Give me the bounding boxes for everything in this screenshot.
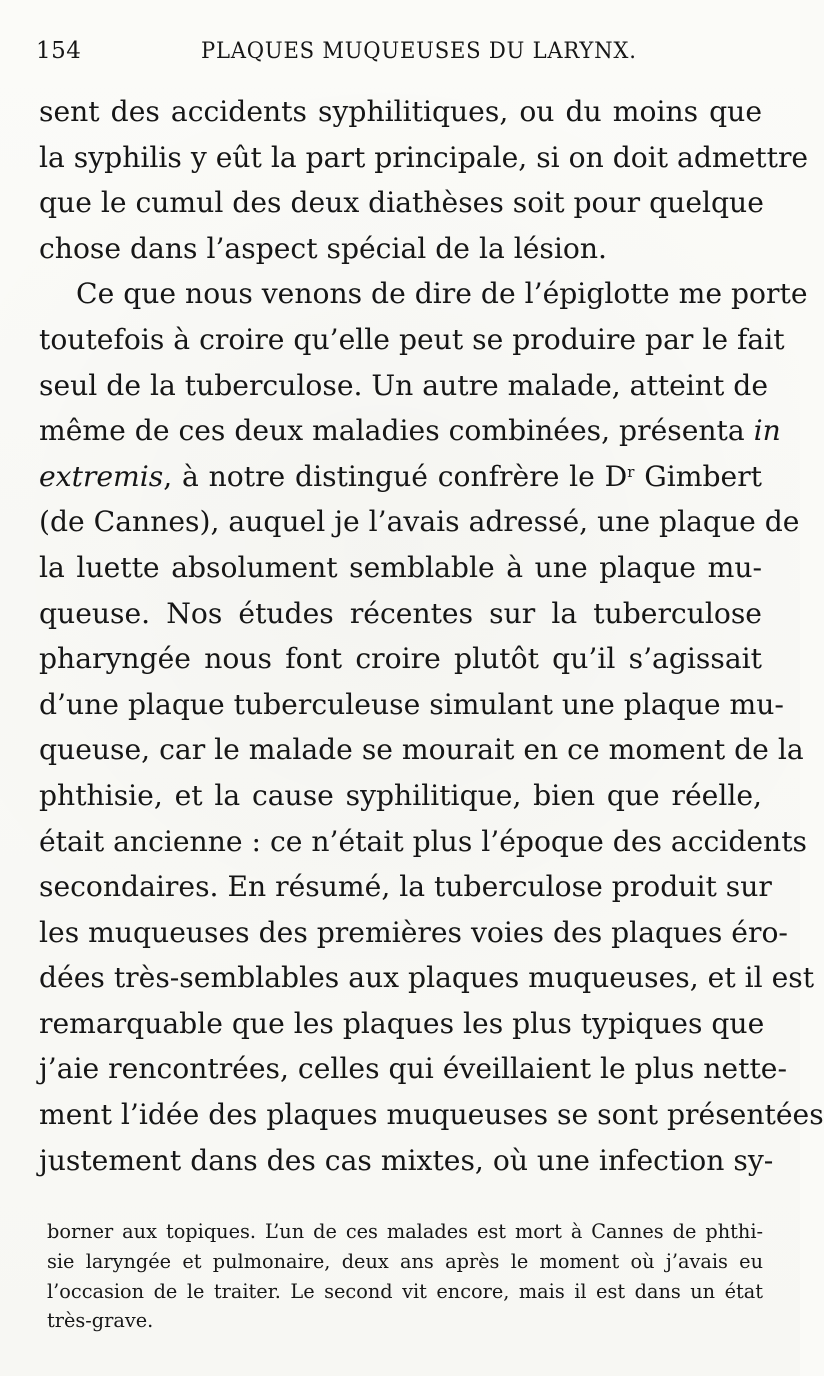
text-line-11: la luette absolument semblable à une plaque mu- [39,550,762,584]
doctor-abbrev-superscript: r [627,462,635,481]
text-line-21: remarquable que les plaques les plus typiques que [39,1006,765,1040]
page-number: 154 [36,38,82,64]
running-header [36,38,780,74]
footnote [47,1217,763,1336]
footnote-line-3: l’occasion de le traiter. Le second vit encore, mais il est dans un état [47,1279,763,1303]
footnote-line-2: sie laryngée et pulmonaire, deux ans après le moment où j’avais eu [47,1249,763,1273]
text-line-12: queuse. Nos études récentes sur la tuberculose [39,596,762,630]
text-line-7: seul de la tuberculose. Un autre malade, atteint de [39,368,769,402]
text-line-20: dées très-semblables aux plaques muqueuses, et il est [39,961,815,995]
text-line-14: d’une plaque tuberculeuse simulant une plaque mu- [39,687,784,721]
text-line-5: Ce que nous venons de dire de l’épiglotte me porte [76,277,808,311]
text-line-13: pharyngée nous font croire plutôt qu’il s’agissait [39,642,762,676]
text-line-9-end: Gimbert [634,459,762,493]
main-text [39,89,824,1183]
text-line-8 [39,408,781,454]
text-line-9-italic: extremis [39,459,164,493]
text-line-4: chose dans l’aspect spécial de la lésion. [39,231,607,265]
text-line-3: que le cumul des deux diathèses soit pour quelque [39,186,764,220]
text-line-23: ment l’idée des plaques muqueuses se sont présentées [39,1098,824,1132]
text-line-9-roman: , à notre distingué confrère le D [163,459,628,493]
text-line-24: justement dans des cas mixtes, où une infection sy- [39,1143,774,1177]
text-line-15: queuse, car le malade se mourait en ce moment de la [39,733,804,767]
running-title: PLAQUES MUQUEUSES DU LARYNX. [201,39,637,64]
text-line-8-roman: même de ces deux maladies combinées, présenta [39,414,745,448]
text-line-2: la syphilis y eût la part principale, si on doit admettre [39,140,809,174]
text-line-17: était ancienne : ce n’était plus l’époque des accidents [39,824,807,858]
text-line-16: phthisie, et la cause syphilitique, bien que réelle, [39,778,762,812]
footnote-line-4: très-grave. [47,1309,154,1333]
text-line-22: j’aie rencontrées, celles qui éveillaient le plus nette- [39,1052,787,1086]
text-line-18: secondaires. En résumé, la tuberculose produit sur [39,870,772,904]
text-line-19: les muqueuses des premières voies des plaques éro- [39,915,788,949]
text-line-6: toutefois à croire qu’elle peut se produire par le fait [39,322,785,356]
text-line-8-italic: in [753,414,781,448]
text-line-9 [39,454,762,500]
text-line-1: sent des accidents syphilitiques, ou du moins que [39,95,762,128]
footnote-line-1: borner aux topiques. L’un de ces malades est mort à Cannes de phthi- [47,1220,763,1243]
text-line-10: (de Cannes), auquel je l’avais adressé, une plaque de [39,505,800,539]
